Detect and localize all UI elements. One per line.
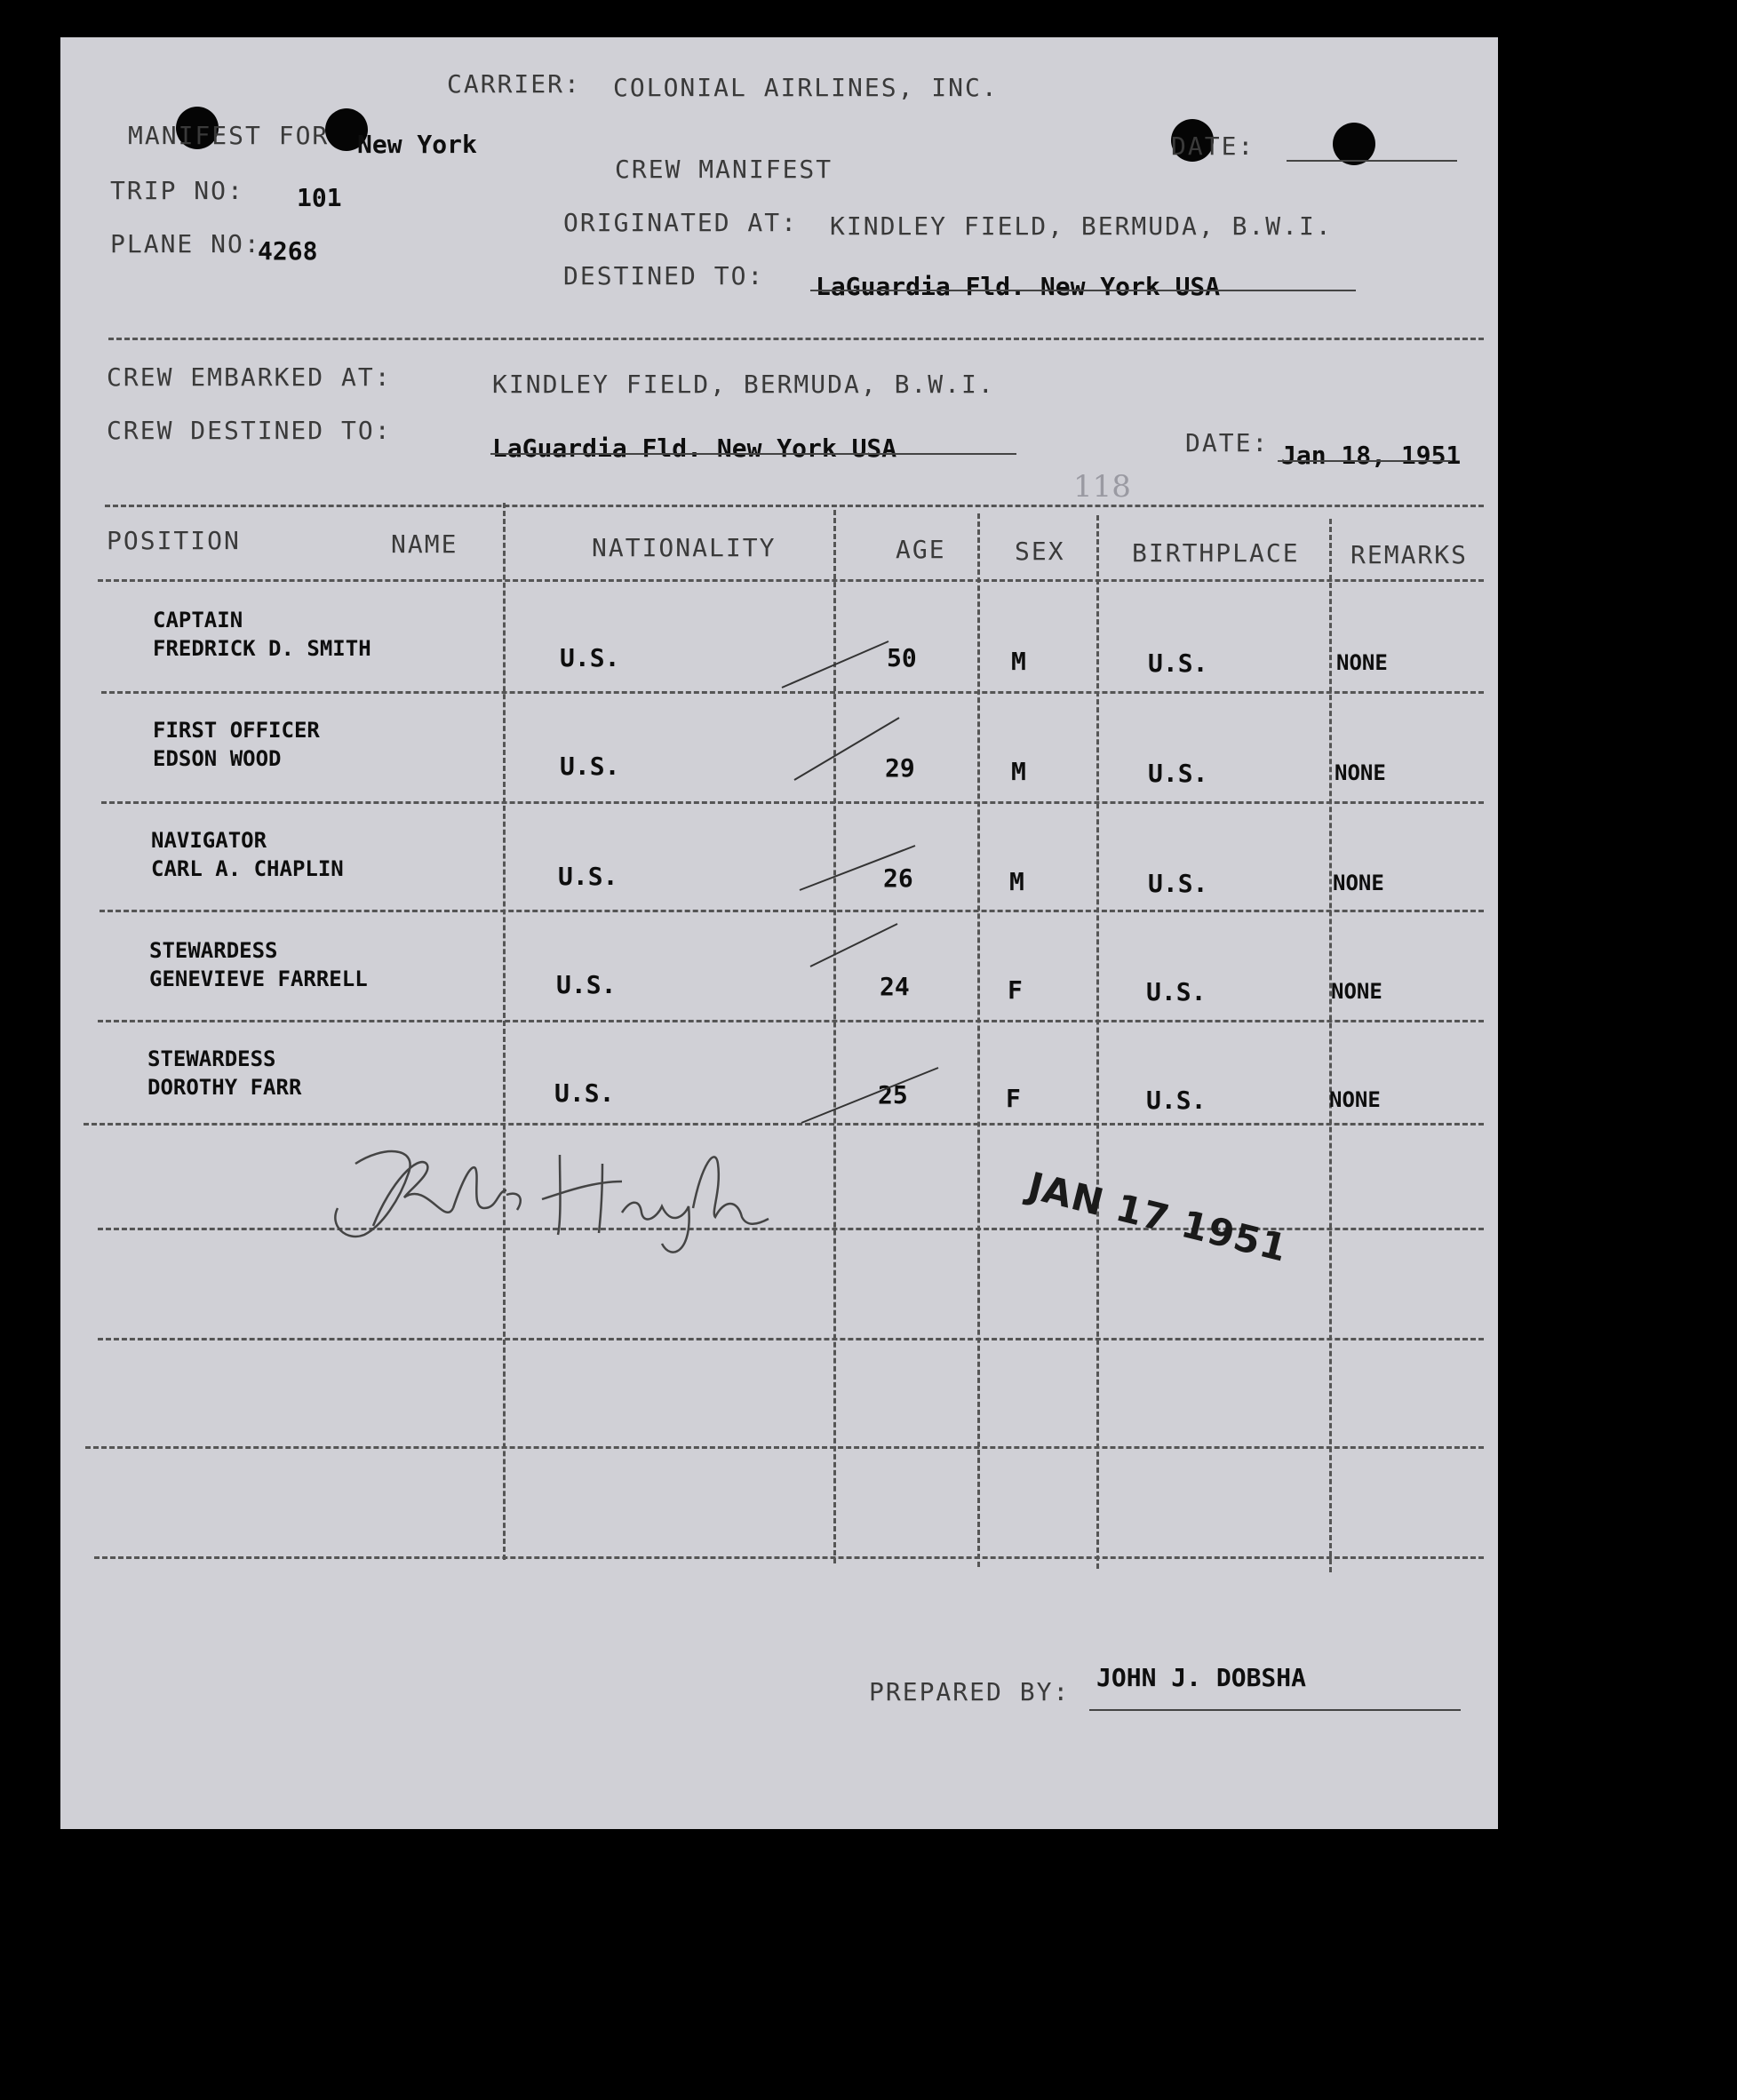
originated-label: ORIGINATED AT: (563, 208, 799, 237)
carrier-label: CARRIER: (447, 69, 581, 99)
row-position: FIRST OFFICER (153, 718, 320, 743)
table-row-line (98, 1338, 1484, 1343)
prepared-by-underline (1089, 1709, 1461, 1711)
originated-value: KINDLEY FIELD, BERMUDA, B.W.I. (830, 211, 1333, 241)
row-age: 25 (878, 1080, 908, 1110)
crew-destined-label: CREW DESTINED TO: (107, 416, 392, 445)
row-nationality: U.S. (556, 970, 617, 999)
header-position: POSITION (107, 526, 241, 555)
destined-value: LaGuardia Fld. New York USA (816, 272, 1221, 301)
carrier-value: COLONIAL AIRLINES, INC. (613, 73, 999, 102)
trip-no-value: 101 (297, 183, 342, 212)
row-nationality: U.S. (560, 752, 620, 781)
row-age: 26 (883, 863, 913, 893)
signature (320, 1128, 782, 1261)
row-name: EDSON WOOD (153, 746, 282, 771)
header-nationality: NATIONALITY (592, 533, 777, 562)
row-birthplace: U.S. (1148, 759, 1208, 788)
header-date-label: DATE: (1171, 131, 1255, 161)
header-birthplace: BIRTHPLACE (1132, 538, 1300, 568)
header-name: NAME (391, 529, 458, 559)
row-position: STEWARDESS (147, 1046, 276, 1071)
row-remarks: NONE (1335, 760, 1386, 785)
row-birthplace: U.S. (1146, 1086, 1207, 1115)
row-nationality: U.S. (560, 643, 620, 672)
row-remarks: NONE (1331, 979, 1382, 1004)
row-age: 29 (885, 753, 915, 783)
row-birthplace: U.S. (1148, 648, 1208, 678)
row-sex: F (1008, 975, 1023, 1005)
manifest-for-value: New York (357, 130, 477, 159)
row-sex: M (1009, 867, 1024, 896)
table-row-line (85, 1446, 1484, 1452)
row-position: NAVIGATOR (151, 828, 267, 853)
header-remarks: REMARKS (1351, 540, 1469, 569)
row-position: STEWARDESS (149, 938, 278, 963)
received-date-stamp: JAN 17 1951 (1024, 1164, 1292, 1270)
row-sex: M (1011, 757, 1026, 786)
row-position: CAPTAIN (153, 608, 243, 632)
row-nationality: U.S. (558, 862, 618, 891)
destined-label: DESTINED TO: (563, 261, 765, 290)
table-bottom-line (94, 1556, 1484, 1562)
row-remarks: NONE (1336, 650, 1388, 675)
row-name: FREDRICK D. SMITH (153, 636, 371, 661)
row-remarks: NONE (1329, 1087, 1381, 1112)
header-sex: SEX (1015, 537, 1065, 566)
prepared-by-label: PREPARED BY: (869, 1677, 1071, 1706)
trip-no-label: TRIP NO: (110, 176, 244, 205)
page-number: 118 (1073, 469, 1131, 505)
row-remarks: NONE (1333, 871, 1384, 895)
row-birthplace: U.S. (1148, 869, 1208, 898)
header-age: AGE (896, 535, 946, 564)
row-name: CARL A. CHAPLIN (151, 856, 344, 881)
prepared-by-value: JOHN J. DOBSHA (1096, 1663, 1307, 1692)
row-name: DOROTHY FARR (147, 1075, 302, 1100)
row-name: GENEVIEVE FARRELL (149, 966, 368, 991)
crew-date-value: Jan 18, 1951 (1281, 441, 1462, 470)
crew-date-label: DATE: (1185, 428, 1270, 457)
row-age: 50 (887, 643, 917, 672)
crew-destined-value: LaGuardia Fld. New York USA (492, 434, 897, 463)
row-age: 24 (880, 972, 910, 1001)
row-nationality: U.S. (554, 1078, 615, 1108)
row-sex: M (1011, 647, 1026, 676)
row-sex: F (1006, 1084, 1021, 1113)
crew-embarked-label: CREW EMBARKED AT: (107, 362, 392, 392)
crew-embarked-value: KINDLEY FIELD, BERMUDA, B.W.I. (492, 370, 995, 399)
manifest-for-label: MANIFEST FOR (128, 121, 330, 150)
plane-no-label: PLANE NO: (110, 229, 261, 259)
crew-manifest-title: CREW MANIFEST (615, 155, 833, 184)
row-birthplace: U.S. (1146, 977, 1207, 1006)
plane-no-value: 4268 (258, 236, 318, 266)
